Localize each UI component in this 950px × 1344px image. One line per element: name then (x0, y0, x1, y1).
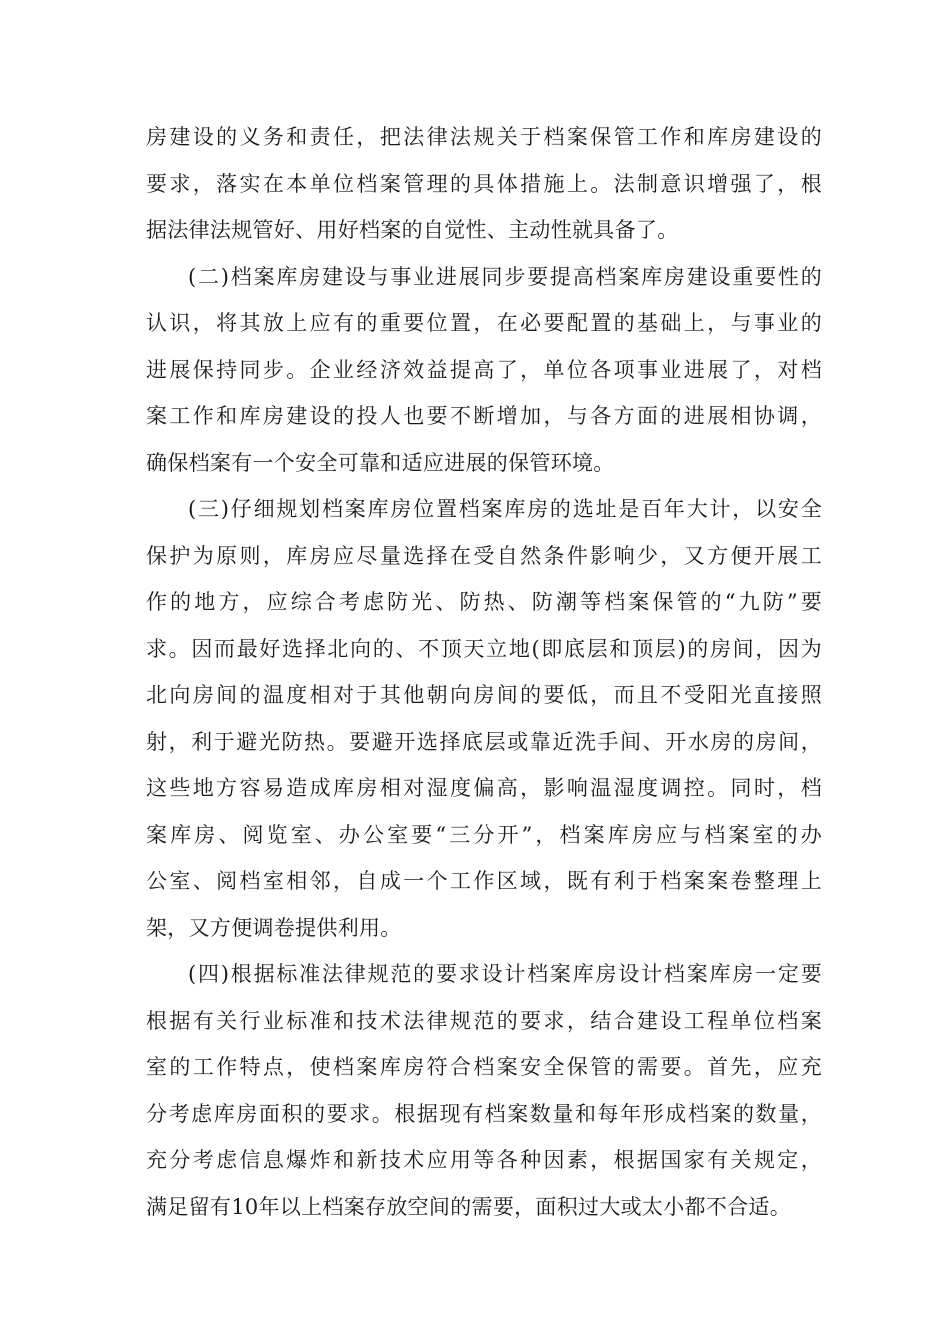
text-line: 公室、阅档室相邻，自成一个工作区域，既有利于档案案卷整理上 (146, 869, 822, 893)
text-line: 射，利于避光防热。要避开选择底层或靠近洗手间、开水房的房间， (146, 729, 822, 754)
text-line: 案库房、阅览室、办公室要“三分开”，档案库房应与档案室的办 (146, 822, 822, 847)
text-line: 认识，将其放上应有的重要位置，在必要配置的基础上，与事业的 (146, 311, 822, 335)
text-line: 确保档案有一个安全可靠和适应进展的保管环境。 (146, 450, 615, 475)
text-line: (四)根据标准法律规范的要求设计档案库房设计档案库房一定要 (188, 962, 822, 986)
text-line: 室的工作特点，使档案库房符合档案安全保管的需要。首先，应充 (146, 1055, 822, 1079)
text-line: 作的地方，应综合考虑防光、防热、防潮等档案保管的“九防”要 (146, 590, 822, 614)
text-line: 求。因而最好选择北向的、不顶天立地(即底层和顶层)的房间，因为 (146, 636, 822, 661)
text-line: 保护为原则，库房应尽量选择在受自然条件影响少，又方便开展工 (146, 543, 822, 568)
text-line: 进展保持同步。企业经济效益提高了，单位各项事业进展了，对档 (146, 357, 822, 382)
text-line: 满足留有10年以上档案存放空间的需要，面积过大或太小都不合适。 (146, 1194, 792, 1219)
text-line: 要求，落实在本单位档案管理的具体措施上。法制意识增强了，根 (146, 171, 822, 196)
text-line: (二)档案库房建设与事业进展同步要提高档案库房建设重要性的 (188, 264, 822, 289)
text-line: 充分考虑信息爆炸和新技术应用等各种因素，根据国家有关规定， (146, 1148, 822, 1172)
text-line: (三)仔细规划档案库房位置档案库房的选址是百年大计，以安全 (188, 497, 822, 521)
text-line: 据法律法规管好、用好档案的自觉性、主动性就具备了。 (146, 218, 679, 242)
text-line: 这些地方容易造成库房相对湿度偏高，影响温湿度调控。同时，档 (146, 776, 822, 800)
text-line: 根据有关行业标准和技术法律规范的要求，结合建设工程单位档案 (146, 1008, 822, 1033)
text-line: 北向房间的温度相对于其他朝向房间的要低，而且不受阳光直接照 (146, 683, 822, 707)
text-line: 分考虑库房面积的要求。根据现有档案数量和每年形成档案的数量， (146, 1101, 822, 1126)
text-line: 房建设的义务和责任，把法律法规关于档案保管工作和库房建设的 (146, 125, 822, 149)
text-line: 架，又方便调卷提供利用。 (146, 915, 402, 940)
text-line: 案工作和库房建设的投人也要不断增加，与各方面的进展相协调， (146, 404, 822, 428)
body-text (146, 114, 822, 1230)
